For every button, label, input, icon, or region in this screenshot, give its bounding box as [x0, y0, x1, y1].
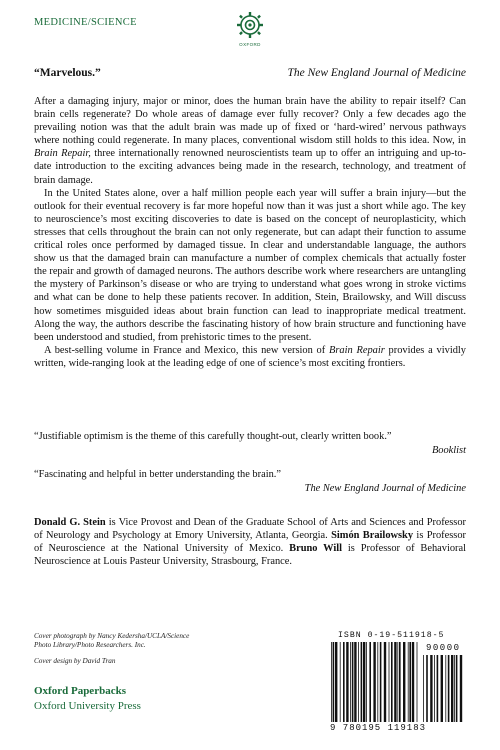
top-quote-source: The New England Journal of Medicine: [287, 67, 466, 79]
paragraph-2: In the United States alone, over a half million people each year will suffer a brain injury—but the outlook for their eventual recovery is far more hopeful now than it was just a short while ago. The key to neuroscience’s most exciting discoveries to date is based on the concept of neuroplasticity, which stresses that cells throughout the brain can not only regenerate, but can adapt their function to assume critical roles once performed by damaged tissue. In clear and understandable language, the authors show us that the damaged brain can manufacture a number of complex chemicals that actually foster the repair and growth of damaged neurons. The authors describe work where researchers are untangling the mystery of Parkinson’s disease or who are trying to understand what goes wrong in stroke victims and what can be done to help these patients recover. In addition, Stein, Brailowsky, and Will discuss how sometimes misguided ideas about brain function can lead to inappropriate medical treatment. Along the way, the authors describe the fascinating history of how brain structure and functioning have been understood and studied, from prehistoric times to the present.: [34, 187, 466, 343]
description: [34, 95, 466, 370]
cover-credits: Cover photograph by Nancy Kedersha/UCLA/Science Photo Library/Photo Researchers. Inc. Cover design by David Tran: [34, 632, 190, 665]
ean-barcode-icon: [330, 642, 420, 722]
review-source: The New England Journal of Medicine: [304, 482, 466, 494]
publisher-imprint: [34, 684, 141, 714]
paragraph-1: After a damaging injury, major or minor, does the human brain have the ability to repair itself? Can brain cells regenerate? Do whole areas of damage ever fully recover? Only a few decades ago the prevailing notion was that the adult brain was made up of fixed or ‘hard-wired’ nervous pathways where nothing could regenerate. In many places, conventional wisdom still holds to this idea. Now, in Brain Repair, three internationally renowned neuroscientists team up to offer an intriguing and up-to-date introduction to the exciting advances being made in the research, technology, and treatment of brain damage.: [34, 96, 467, 186]
top-quote-text: “Marvelous.”: [34, 67, 101, 79]
publisher-name: Oxford University Press: [34, 700, 141, 712]
review-booklist: [34, 430, 466, 457]
price-code: 90000: [426, 643, 461, 653]
category-label: MEDICINE/SCIENCE: [34, 17, 137, 28]
ean-number: 9 780195 119183: [330, 723, 427, 733]
design-credit: Cover design by David Tran: [34, 656, 116, 665]
series-name: Oxford Paperbacks: [34, 685, 126, 697]
paragraph-3: A best-selling volume in France and Mexico, this new version of Brain Repair provides a vividly written, wide-ranging look at the leading edge of one of science’s most exciting frontiers.: [34, 344, 466, 369]
oxford-logo-icon: [233, 9, 267, 49]
review-nejm: [34, 468, 466, 495]
isbn-label: ISBN 0-19-511918-5: [338, 631, 445, 640]
author-name: Donald G. Stein: [34, 517, 106, 528]
review-quote: “Justifiable optimism is the theme of this carefully thought-out, clearly written book.”: [34, 431, 392, 442]
review-source: Booklist: [431, 444, 466, 456]
addon-barcode-icon: [422, 655, 466, 722]
logo-text: OXFORD: [239, 42, 261, 47]
book-title: Brain Repair,: [34, 148, 91, 160]
author-name: Simón Brailowsky: [331, 530, 414, 542]
book-title: Brain Repair: [329, 344, 385, 356]
author-bios: Donald G. Stein is Vice Provost and Dean of the Graduate School of Arts and Sciences and Professor of Neurology and Psychology at Emory University, Atlanta, Georgia. Simón Brailowsky is Professor of Neuroscience at the National University of Mexico. Bruno Will is Professor of Behavioral Neuroscience at Louis Pasteur University, Strasbourg, France.: [34, 517, 467, 568]
top-quote: [34, 67, 466, 79]
author-name: Bruno Will: [289, 543, 343, 555]
review-quote: “Fascinating and helpful in better understanding the brain.”: [34, 469, 281, 480]
